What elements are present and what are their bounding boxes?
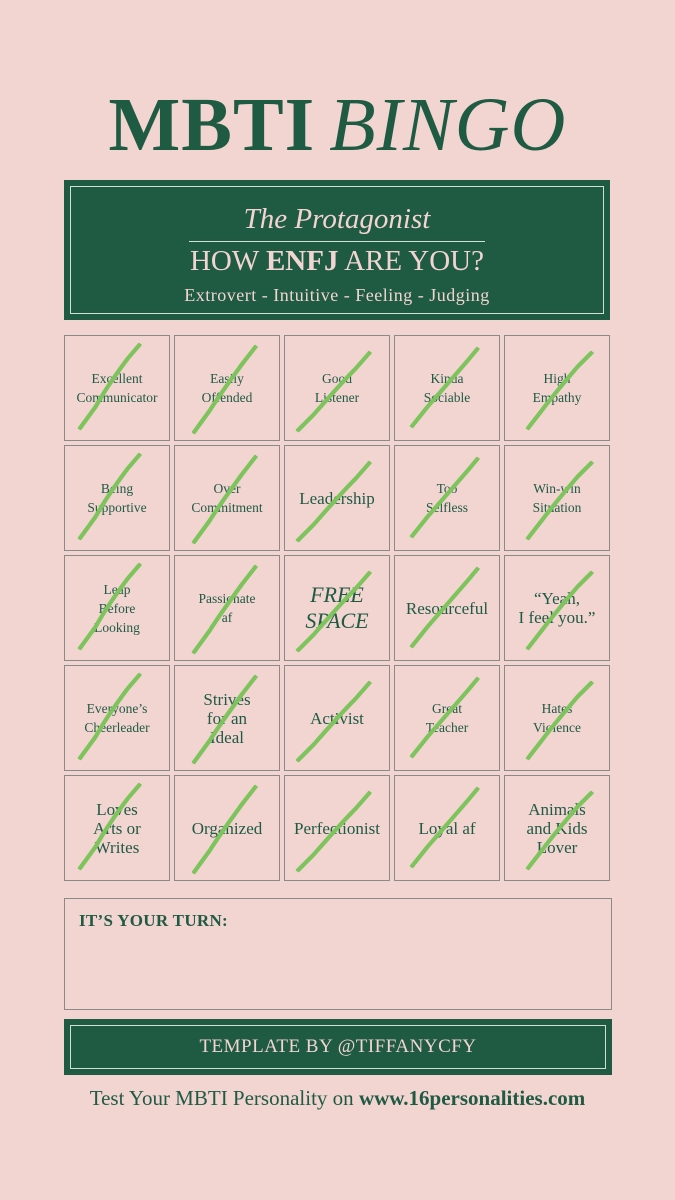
bingo-cell[interactable] [504, 665, 610, 771]
bingo-cell-label: Loves Arts or Writes [93, 799, 141, 857]
bingo-grid [64, 335, 612, 885]
bingo-cell[interactable] [284, 335, 390, 441]
bingo-cell-label: Resourceful [405, 598, 489, 618]
bingo-cell[interactable] [394, 775, 500, 881]
bingo-cell[interactable] [174, 665, 280, 771]
bingo-cell-label: FREE SPACE [305, 582, 369, 633]
bingo-cell-label: Organized [191, 818, 263, 838]
bingo-cell-label: Win-win Situation [532, 481, 582, 515]
bingo-cell-label: Good Listener [314, 371, 360, 405]
footer-link[interactable]: www.16personalities.com [358, 1086, 586, 1110]
personality-traits: Extrovert - Intuitive - Feeling - Judging [184, 285, 490, 305]
bingo-cell[interactable] [504, 445, 610, 551]
bingo-cell-label: Strives for an Ideal [203, 689, 251, 747]
bingo-cell-label: Activist [310, 708, 364, 728]
footer-lead: Test Your MBTI Personality on [89, 1086, 359, 1110]
bingo-cell[interactable] [64, 775, 170, 881]
bingo-cell[interactable] [284, 555, 390, 661]
bingo-cell[interactable] [174, 335, 280, 441]
bingo-cell-label: Great Teacher [425, 701, 469, 735]
bingo-cell-label: Everyone’s Cheerleader [84, 701, 150, 735]
footer-text [0, 1086, 675, 1111]
header-banner [64, 180, 610, 320]
credit-banner [64, 1019, 612, 1075]
bingo-cell-label: “Yeah, I feel you.” [518, 589, 596, 627]
bingo-cell[interactable] [394, 555, 500, 661]
bingo-cell-label: Animals and Kids Lover [526, 799, 588, 857]
bingo-cell[interactable] [174, 445, 280, 551]
bingo-cell-label: Easily Offended [201, 371, 253, 405]
question-prefix: HOW [189, 245, 266, 277]
bingo-cell-label: Over Commitment [191, 481, 263, 515]
title-bingo: BINGO [329, 83, 567, 167]
bingo-cell[interactable] [394, 335, 500, 441]
bingo-cell[interactable] [504, 335, 610, 441]
header-divider [189, 241, 485, 242]
bingo-cell[interactable] [394, 665, 500, 771]
credit-frame [70, 1025, 606, 1069]
bingo-cell[interactable] [504, 775, 610, 881]
bingo-cell[interactable] [64, 665, 170, 771]
bingo-cell-label: Excellent Communicator [76, 371, 158, 405]
bingo-cell[interactable] [64, 445, 170, 551]
bingo-cell[interactable] [394, 445, 500, 551]
bingo-cell-label: Leap Before Looking [94, 581, 140, 635]
your-turn-label: IT’S YOUR TURN: [79, 911, 229, 930]
bingo-cell-label: Perfectionist [294, 818, 380, 838]
template-credit: TEMPLATE BY @TIFFANYCFY [199, 1036, 477, 1057]
bingo-cell-label: Being Supportive [87, 481, 147, 515]
bingo-cell[interactable] [174, 555, 280, 661]
your-turn-box[interactable] [64, 898, 612, 1010]
page-title [0, 80, 675, 170]
bingo-cell[interactable] [64, 555, 170, 661]
title-mbti: MBTI [108, 83, 316, 167]
bingo-cell-label: Kinda Sociable [423, 371, 471, 405]
bingo-cell[interactable] [284, 665, 390, 771]
question-suffix: ARE YOU? [338, 245, 484, 277]
personality-subtitle: The Protagonist [243, 203, 431, 235]
bingo-cell-label: Hates Violence [533, 701, 581, 735]
bingo-cell-label: Passionate af [198, 591, 256, 625]
bingo-cell-label: Too Selfless [426, 481, 468, 515]
bingo-cell[interactable] [64, 335, 170, 441]
bingo-cell-label: High Empathy [532, 371, 582, 405]
personality-type: ENFJ [265, 245, 339, 277]
bingo-cell-label: Leadership [299, 488, 375, 508]
bingo-cell[interactable] [174, 775, 280, 881]
bingo-cell-label: Loyal af [418, 818, 476, 838]
header-frame [70, 186, 604, 314]
bingo-cell[interactable] [504, 555, 610, 661]
bingo-cell[interactable] [284, 445, 390, 551]
bingo-cell[interactable] [284, 775, 390, 881]
personality-question [71, 245, 603, 278]
